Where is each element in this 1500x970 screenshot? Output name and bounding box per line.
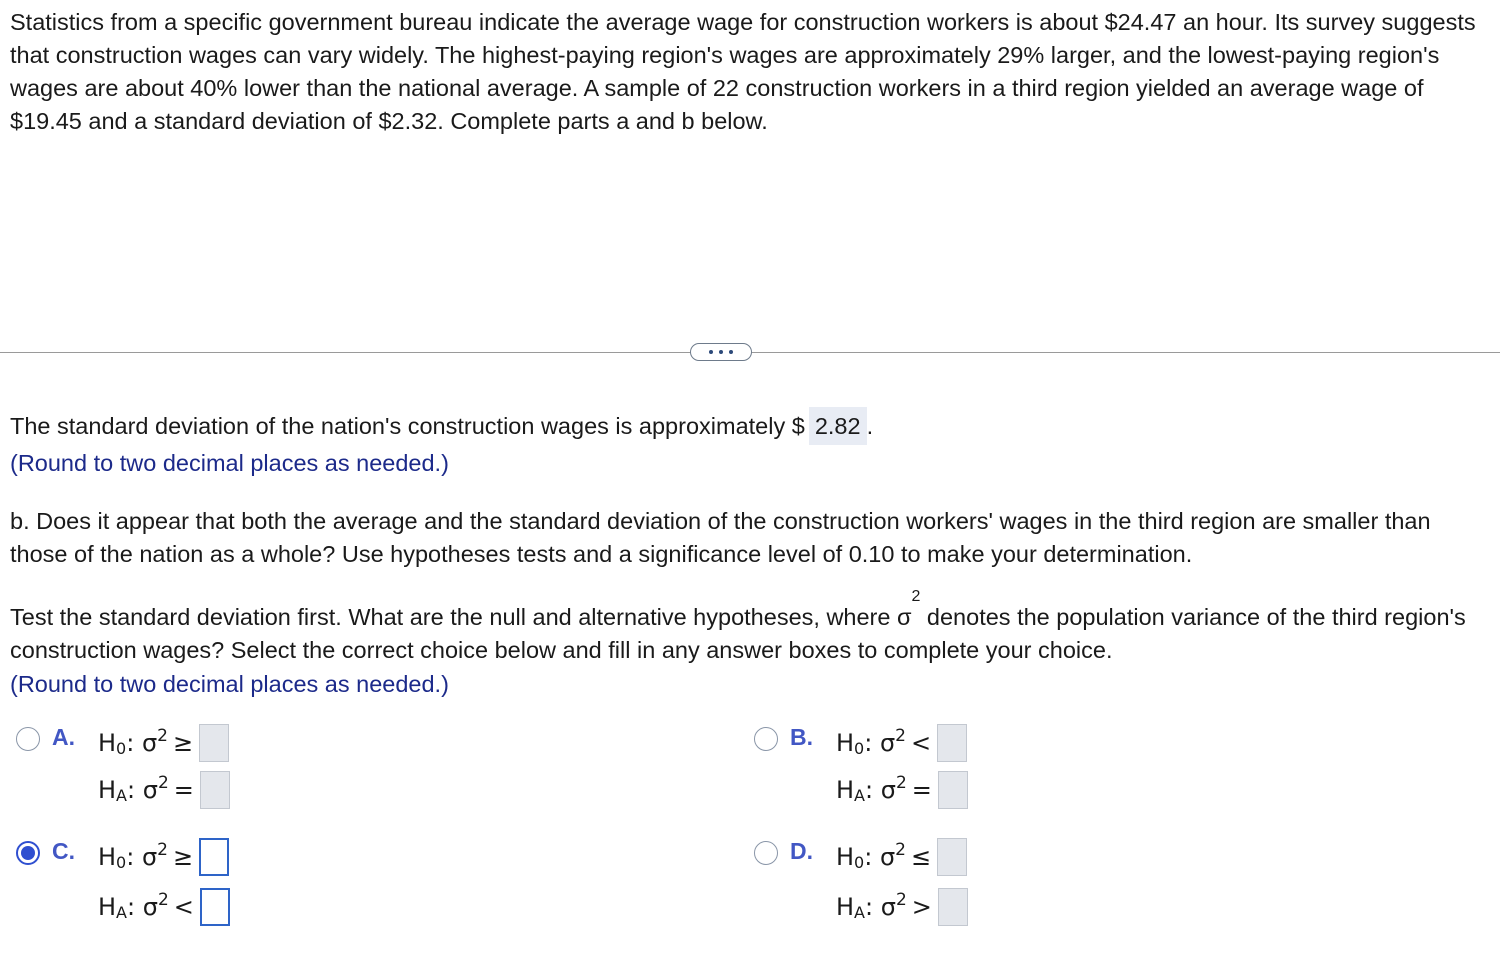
choice-b-radio[interactable] — [754, 727, 778, 751]
choice-c-alt-hypothesis: H $_A$ : $\sigma^2$ < — [98, 888, 230, 926]
choice-c-null-input[interactable] — [199, 838, 229, 876]
part-a-sentence — [10, 407, 873, 445]
expand-more-button[interactable] — [690, 343, 752, 361]
part-b-rounding-note: (Round to two decimal places as needed.) — [10, 671, 449, 697]
problem-statement: Statistics from a specific government bureau indicate the average wage for construction workers is about $24.47 an hour. Its survey suggests that construction wages can vary widely. The highest-paying region's wages are approximately 29% larger, and the lowest-paying region's wages are about 40% lower than the national average. A sample of 22 construction workers in a third region yielded an average wage of $19.45 and a standard deviation of $2.32. Complete parts a and b below. — [10, 9, 1476, 134]
dot-icon — [709, 350, 713, 354]
choice-a-null-hypothesis: H $_0$ : $\sigma^2$ ≥ — [98, 724, 229, 762]
choice-b-alt-hypothesis: H $_A$ : $\sigma^2$ = — [836, 771, 968, 809]
instruction-suffix: denotes the population variance of the third region's construction wages? Select the correct choice below and fill in any answer boxes to complete your choice. — [10, 604, 1466, 663]
choice-a-alt-input[interactable] — [200, 771, 230, 809]
choice-a-radio[interactable] — [16, 727, 40, 751]
dot-icon — [719, 350, 723, 354]
choice-c-letter: C. — [52, 838, 75, 864]
instruction-superscript: 2 — [911, 588, 921, 605]
part-a-rounding-note: (Round to two decimal places as needed.) — [10, 450, 449, 476]
choice-d-letter: D. — [790, 838, 813, 864]
instruction-prefix: Test the standard deviation first. What are the null and alternative hypotheses, where σ — [10, 604, 912, 630]
part-b-instruction — [10, 588, 1492, 667]
choice-b-null-input[interactable] — [937, 724, 967, 762]
choice-b-letter: B. — [790, 724, 813, 750]
part-a-suffix: . — [866, 413, 874, 439]
choice-b-null-hypothesis: H $_0$ : $\sigma^2$ < — [836, 724, 967, 762]
choice-d-alt-hypothesis: H $_A$ : $\sigma^2$ > — [836, 888, 968, 926]
choice-a-alt-hypothesis: H $_A$ : $\sigma^2$ = — [98, 771, 230, 809]
choice-d-null-hypothesis: H $_0$ : $\sigma^2$ ≤ — [836, 838, 967, 876]
choice-a-null-input[interactable] — [199, 724, 229, 762]
choice-d-radio[interactable] — [754, 841, 778, 865]
choice-a-letter: A. — [52, 724, 75, 750]
choice-c-null-hypothesis: H $_0$ : $\sigma^2$ ≥ — [98, 838, 229, 876]
dot-icon — [729, 350, 733, 354]
choice-c-radio[interactable] — [16, 841, 40, 865]
choice-c-alt-input[interactable] — [200, 888, 230, 926]
part-b-question: b. Does it appear that both the average and the standard deviation of the construction workers' wages in the third region are smaller than those of the nation as a whole? Use hypotheses tests and a significance level of 0.10 to make your determination. — [10, 508, 1431, 567]
choice-b-alt-input[interactable] — [938, 771, 968, 809]
choice-d-alt-input[interactable] — [938, 888, 968, 926]
part-a-prefix: The standard deviation of the nation's construction wages is approximately $ — [10, 413, 805, 439]
choice-d-null-input[interactable] — [937, 838, 967, 876]
part-a-answer: 2.82 — [809, 407, 867, 445]
